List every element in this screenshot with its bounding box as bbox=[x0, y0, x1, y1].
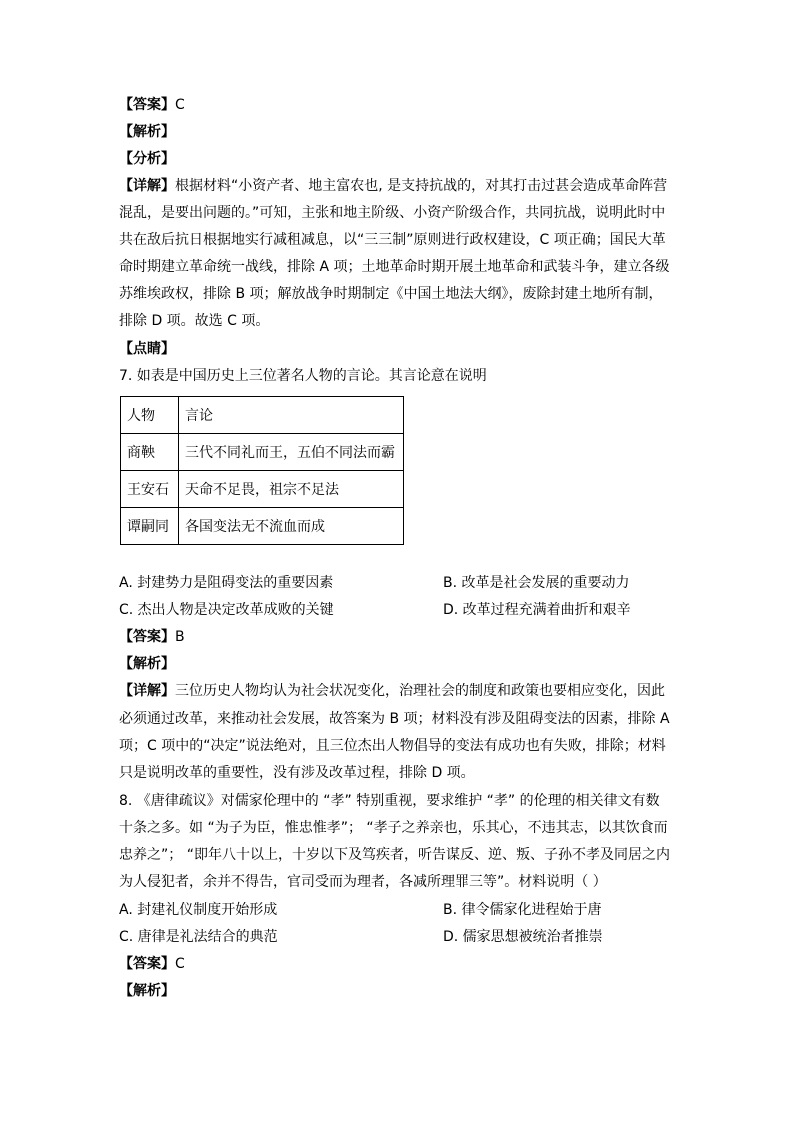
table-row bbox=[121, 471, 404, 508]
q6-detail-line-1: 【详解】根据材料“小资产者、地主富农也, 是支持抗战的，对其打击过甚会造成革命阵营 bbox=[119, 178, 668, 194]
table-cell: 三代不同礼而王，五伯不同法而霸 bbox=[179, 434, 404, 471]
table-cell: 谭嗣同 bbox=[121, 508, 179, 545]
q6-analysis-heading: 【解析】 bbox=[119, 124, 175, 140]
q7-option-c: C. 杰出人物是决定改革成败的关键 bbox=[119, 602, 334, 618]
table-header-cell: 人物 bbox=[121, 397, 179, 434]
q6-detail-line-6: 排除 D 项。故选 C 项。 bbox=[119, 313, 270, 329]
q8-answer: 【答案】C bbox=[119, 956, 185, 972]
q8-stem-line-1: 8. 《唐律疏议》对儒家伦理中的 “孝” 特别重视，要求维护 “孝” 的伦理的相关律文有数 bbox=[119, 793, 660, 809]
table-header-cell: 言论 bbox=[179, 397, 404, 434]
q6-dianjing-heading: 【点睛】 bbox=[119, 341, 175, 357]
table-row bbox=[121, 508, 404, 545]
q6-detail-line-2: 混乱，是要出问题的。”可知，主张和地主阶级、小资产阶级合作，共同抗战，说明此时中 bbox=[119, 205, 666, 221]
table-cell: 商鞅 bbox=[121, 434, 179, 471]
q7-analysis-heading: 【解析】 bbox=[119, 656, 175, 672]
q7-detail-line-3: 项；C 项中的“决定”说法绝对，且三位杰出人物倡导的变法有成功也有失败，排除；材料 bbox=[119, 738, 666, 754]
q6-fenxi-heading: 【分析】 bbox=[119, 151, 175, 167]
table-row bbox=[121, 434, 404, 471]
q6-detail-line-4: 命时期建立革命统一战线，排除 A 项；土地革命时期开展土地革命和武装斗争，建立各级 bbox=[119, 259, 670, 275]
q8-analysis-heading: 【解析】 bbox=[119, 983, 175, 999]
q7-option-d: D. 改革过程充满着曲折和艰辛 bbox=[443, 602, 631, 618]
q7-detail-line-4: 只是说明改革的重要性，没有涉及改革过程，排除 D 项。 bbox=[119, 765, 475, 781]
table-header-row bbox=[121, 397, 404, 434]
q6-detail-line-5: 苏维埃政权，排除 B 项；解放战争时期制定《中国土地法大纲》，废除封建土地所有制， bbox=[119, 286, 663, 302]
q7-stem: 7. 如表是中国历史上三位著名人物的言论。其言论意在说明 bbox=[119, 368, 487, 384]
q7-table bbox=[120, 396, 404, 545]
q7-answer: 【答案】B bbox=[119, 629, 185, 645]
q7-option-b: B. 改革是社会发展的重要动力 bbox=[443, 575, 630, 591]
q8-option-c: C. 唐律是礼法结合的典范 bbox=[119, 929, 278, 945]
table-cell: 王安石 bbox=[121, 471, 179, 508]
q8-option-a: A. 封建礼仪制度开始形成 bbox=[119, 902, 278, 918]
table-cell: 天命不足畏，祖宗不足法 bbox=[179, 471, 404, 508]
q8-option-d: D. 儒家思想被统治者推崇 bbox=[443, 929, 603, 945]
q6-answer: 【答案】C bbox=[119, 97, 185, 113]
q8-stem-line-2: 十条之多。如 “为子为臣，惟忠惟孝”； “孝子之养亲也，乐其心，不违其志，以其饮食而 bbox=[119, 820, 668, 836]
table-cell: 各国变法无不流血而成 bbox=[179, 508, 404, 545]
q8-option-b: B. 律令儒家化进程始于唐 bbox=[443, 902, 602, 918]
q8-stem-line-4: 为人侵犯者，余并不得告，官司受而为理者，各减所理罪三等”。材料说明（ ） bbox=[119, 874, 607, 890]
q7-option-a: A. 封建势力是阻碍变法的重要因素 bbox=[119, 575, 334, 591]
q7-detail-line-2: 必须通过改革，来推动社会发展，故答案为 B 项；材料没有涉及阻碍变法的因素，排除 A bbox=[119, 711, 670, 727]
q8-stem-line-3: 忠养之”； “即年八十以上，十岁以下及笃疾者，听告谋反、逆、叛、子孙不孝及同居之内 bbox=[119, 847, 670, 863]
q6-detail-line-3: 共在敌后抗日根据地实行减租减息，以“三三制”原则进行政权建设，C 项正确；国民大革 bbox=[119, 232, 666, 248]
q7-detail-line-1: 【详解】三位历史人物均认为社会状况变化，治理社会的制度和政策也要相应变化，因此 bbox=[119, 683, 665, 699]
